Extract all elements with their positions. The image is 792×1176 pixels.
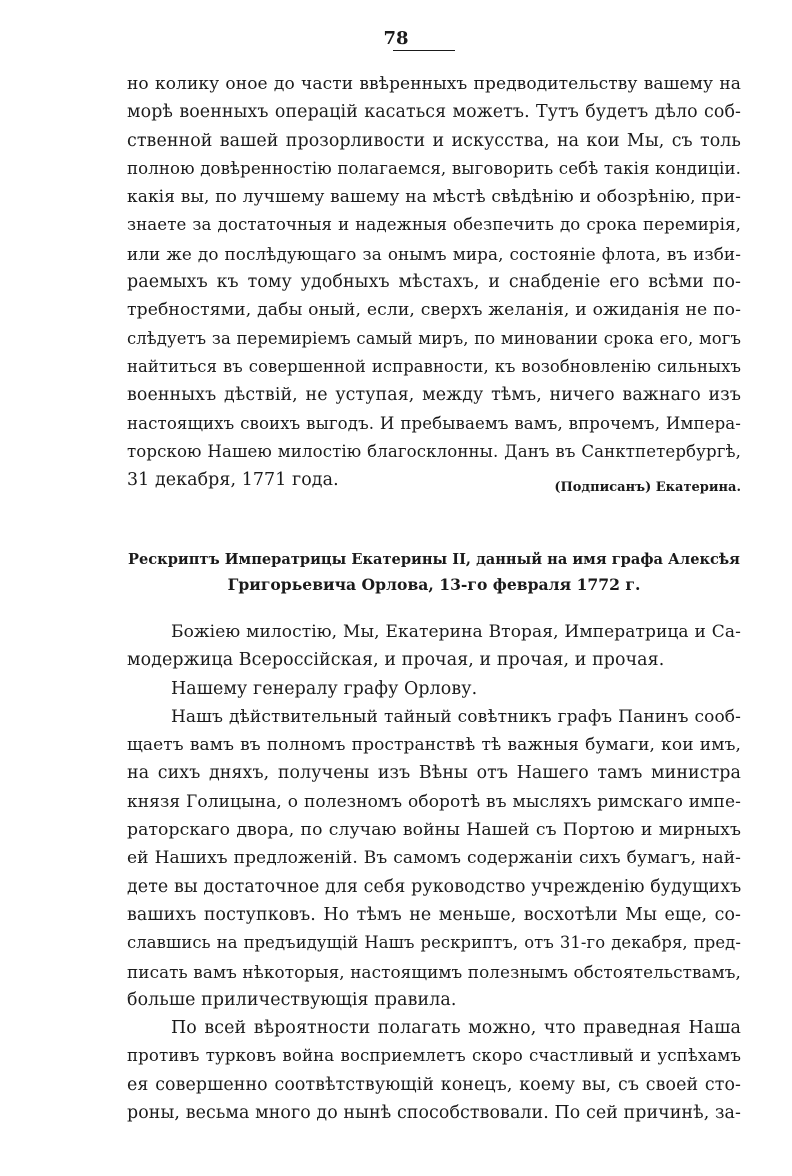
text-line: больше приличествующія правила. [127, 989, 457, 1010]
signature: (Подписанъ) Екатерина. [554, 480, 741, 495]
text-line: морѣ военныхъ операцій касаться можетъ. Тутъ будетъ дѣло соб- [127, 102, 741, 123]
text-line: 31 декабря, 1771 года. [127, 470, 339, 491]
text-line: По всей вѣроятности полагать можно, что праведная Наша [171, 1018, 741, 1039]
text-line: или же до послѣдующаго за онымъ мира, состояніе флота, въ изби- [127, 243, 741, 264]
addressee-line: Нашему генералу графу Орлову. [171, 678, 478, 699]
page-number-rule [393, 50, 455, 51]
text-line: ей Нашихъ предложеній. Въ самомъ содержаніи сихъ бумагъ, най- [127, 848, 741, 869]
text-line: слѣдуетъ за перемиріемъ самый миръ, по миновании срока его, могъ [127, 328, 741, 348]
text-line: князя Голицына, о полезномъ оборотѣ въ мысляхъ римскаго импе- [127, 791, 741, 812]
rescript-heading [127, 547, 741, 597]
heading-line: Рескриптъ Императрицы Екатерины II, данный на имя графа Алексѣя [128, 551, 740, 568]
top-paragraph [127, 70, 741, 494]
rescript-body [127, 618, 741, 1127]
text-line: какія вы, по лучшему вашему на мѣстѣ свѣдѣнію и обозрѣнію, при- [127, 187, 741, 208]
text-line: военныхъ дѣствій, не уступая, между тѣмъ, ничего важнаго изъ [127, 385, 741, 406]
page-number: 78 [383, 28, 409, 49]
text-line: торскою Нашею милостію благосклонны. Данъ въ Санктпетербургѣ, [127, 441, 741, 461]
text-line: на сихъ дняхъ, получены изъ Вѣны отъ Нашего тамъ министра [127, 763, 741, 784]
text-line: найтиться въ совершенной исправности, къ возобновленію сильныхъ [127, 356, 741, 376]
text-line: требностями, дабы оный, если, сверхъ желанія, и ожиданія не по- [127, 300, 741, 321]
text-line: ственной вашей прозорливости и искусства, на кои Мы, съ толь [127, 130, 741, 151]
text-line: модержица Всероссійская, и прочая, и прочая, и прочая. [127, 650, 665, 671]
heading-line: Григорьевича Орлова, 13-го февраля 1772 г. [227, 575, 641, 594]
text-line: настоящихъ своихъ выгодъ. И пребываемъ вамъ, впрочемъ, Импера- [127, 413, 741, 433]
text-line: вашихъ поступковъ. Но тѣмъ не меньше, восхотѣли Мы еще, со- [127, 904, 741, 925]
text-line: раемыхъ къ тому удобныхъ мѣстахъ, и снабденіе его всѣми по- [127, 272, 741, 293]
text-line: славшись на предъидущій Нашъ рескриптъ, отъ 31-го декабря, пред- [127, 933, 741, 953]
text-line: но колику оное до части ввѣренныхъ предводительству вашему на [127, 74, 741, 94]
text-line: дете вы достаточное для себя руководство учрежденію будущихъ [127, 876, 742, 897]
text-line: раторскаго двора, по случаю войны Нашей съ Портою и мирныхъ [127, 820, 741, 841]
text-line: знаете за достаточныя и надежныя обезпечить до срока перемирія, [127, 215, 741, 235]
text-line: писать вамъ нѣкоторыя, настоящимъ полезнымъ обстоятельствамъ, [127, 961, 741, 982]
text-line: Божіею милостію, Мы, Екатерина Вторая, Императрица и Са- [171, 622, 741, 642]
text-line: роны, весьма много до нынѣ способствовали. По сей причинѣ, за- [127, 1103, 741, 1124]
text-line: щаетъ вамъ въ полномъ пространствѣ тѣ важныя бумаги, кои имъ, [127, 735, 741, 756]
text-line: полною довѣренностію полагаемся, выговорить себѣ такія кондиціи. [127, 158, 741, 178]
text-line: Нашъ дѣйствительный тайный совѣтникъ графъ Панинъ сооб- [171, 706, 741, 727]
text-line: противъ турковъ война восприемлетъ скоро счастливый и успѣхамъ [127, 1046, 741, 1066]
text-line: ея совершенно соотвѣтствующій конецъ, коему вы, съ своей сто- [127, 1074, 741, 1095]
